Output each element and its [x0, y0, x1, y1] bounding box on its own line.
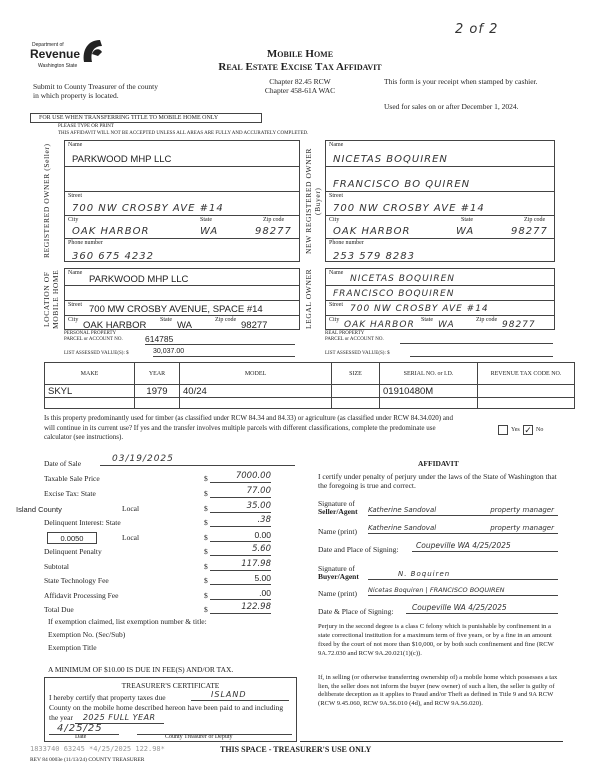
dollar-sign: $	[204, 547, 208, 556]
use-box: FOR USE WHEN TRANSFERRING TITLE TO MOBILE HOME ONLY	[30, 113, 262, 123]
seller-section-label: REGISTERED OWNER (Seller)	[42, 143, 51, 259]
seller-date-place[interactable]: Coupeville WA 4/25/2025	[412, 541, 558, 552]
mobile-home-table	[44, 362, 575, 409]
fee-value[interactable]: 0.00	[210, 530, 271, 542]
treasurer-use-label: THIS SPACE - TREASURER'S USE ONLY	[220, 745, 372, 754]
fee-value[interactable]: .38	[210, 515, 271, 527]
seller-name-print[interactable]: Katherine Sandoval property manager	[368, 523, 558, 534]
please-print: PLEASE TYPE OR PRINT	[58, 124, 114, 129]
legal-section-label: LEGAL OWNER	[304, 268, 313, 330]
location-box: Name PARKWOOD MHP LLC Street 700 MW CROSBY AVENUE, SPACE #14 City State Zip code OAK HARBOR WA 98277	[64, 268, 300, 330]
lien-notice: If, in selling (or otherwise transferring ownership of) a mobile home which possesses a tax lien, the seller does not inform the buyer (new owner) of such a lien, the seller is guilty of deliberate deception as it applies to Fraud and/or Theft as defined in Title 9 and 9A RCW (RCW 9.45.060, RCW 9A.56.010 (4d), and RCW 9A.56.020).	[318, 674, 558, 707]
form-title: Mobile Home Real Estate Excise Tax Affidavit	[218, 48, 382, 73]
personal-parcel-label: PERSONAL PROPERTY PARCEL or ACCOUNT NO.	[64, 331, 123, 342]
fee-row	[44, 501, 299, 515]
fee-row	[44, 588, 299, 602]
fee-value[interactable]: .00	[210, 588, 271, 600]
fee-row	[44, 559, 299, 573]
date-of-sale-label: Date of Sale	[44, 459, 82, 468]
chapters: Chapter 82.45 RCW Chapter 458-61A WAC	[264, 77, 336, 95]
table-row: SKYL 1979 40/24 01910480M	[45, 385, 575, 398]
fee-label: Excise Tax: State	[44, 489, 96, 498]
seller-date-label: Date and Place of Signing:	[318, 545, 399, 554]
fee-label: Affidavit Processing Fee	[44, 591, 119, 600]
dollar-sign: $	[204, 518, 208, 527]
buyer-name-print-label: Name (print)	[318, 589, 357, 598]
fee-value[interactable]: 35.00	[210, 501, 271, 513]
buyer-date-label: Date & Place of Signing:	[318, 607, 394, 616]
affidavit-certify: I certify under penalty of perjury under the laws of the State of Washington that the foregoing is true and correct.	[318, 472, 557, 490]
dollar-sign: $	[204, 504, 208, 513]
legal-name[interactable]: NICETAS BOQUIREN	[350, 274, 456, 284]
legal-zip[interactable]: 98277	[502, 320, 536, 330]
fee-row	[44, 471, 299, 485]
seller-zip[interactable]: 98277	[255, 226, 292, 237]
seller-box: Name PARKWOOD MHP LLC Street 700 NW CROSBY AVE #14 City State Zip code OAK HARBOR WA 98277 Phone number 360 675 4232	[64, 140, 300, 262]
fee-row	[44, 544, 299, 558]
fee-label: Delinquent Interest: State	[44, 518, 121, 527]
fee-label: Subtotal	[44, 562, 70, 571]
submit-text: Submit to County Treasurer of the county in which property is located.	[33, 82, 158, 100]
buyer-state[interactable]: WA	[456, 226, 475, 237]
table-row	[45, 398, 575, 409]
seller-city[interactable]: OAK HARBOR	[72, 226, 150, 237]
buyer-box: Name NICETAS BOQUIREN FRANCISCO BO QUIREN Street 700 NW CROSBY AVE #14 City State Zip code OAK HARBOR WA 98277 Phone number 253 579 8283	[325, 140, 555, 262]
fee-label: Taxable Sale Price	[44, 474, 100, 483]
location-zip[interactable]: 98277	[241, 320, 268, 331]
legal-street[interactable]: 700 NW CROSBY AVE #14	[350, 304, 489, 314]
buyer-zip[interactable]: 98277	[511, 226, 548, 237]
buyer-name2[interactable]: FRANCISCO BO QUIREN	[333, 179, 471, 190]
legal-box: Name NICETAS BOQUIREN FRANCISCO BOQUIREN Street 700 NW CROSBY AVE #14 City State Zip code OAK HARBOR WA 98277	[325, 268, 555, 330]
exemption-title-label: Exemption Title	[48, 643, 97, 652]
real-assessed-value[interactable]	[410, 347, 553, 357]
real-parcel-number[interactable]	[400, 334, 553, 344]
table-header: MAKE YEAR MODEL SIZE SERIAL NO. or I.D. REVENUE TAX CODE NO.	[45, 363, 575, 385]
exemption-number-label: Exemption No. (Sec/Sub)	[48, 630, 126, 639]
fee-value[interactable]: 77.00	[210, 486, 271, 498]
seller-signature[interactable]: Katherine Sandoval property manager	[368, 505, 558, 516]
fee-label: Total Due	[44, 605, 74, 614]
yes-checkbox[interactable]	[498, 425, 508, 435]
legal-state[interactable]: WA	[438, 320, 455, 330]
dollar-sign: $	[204, 562, 208, 571]
treasurer-line2: County on the mobile home described hereon have been paid to and including the year 2025 FULL YEAR	[49, 703, 284, 722]
page-count-note: 2 of 2	[455, 22, 499, 37]
warning: THIS AFFIDAVIT WILL NOT BE ACCEPTED UNLESS ALL AREAS ARE FULLY AND ACCURATELY COMPLETED.	[58, 131, 309, 136]
buyer-city[interactable]: OAK HARBOR	[333, 226, 411, 237]
dor-logo-icon	[80, 38, 104, 64]
buyer-name[interactable]: NICETAS BOQUIREN	[333, 154, 448, 165]
personal-assessed-label: LIST ASSESSED VALUE(S): $	[64, 351, 129, 356]
personal-assessed-value[interactable]: 30,037.00	[153, 347, 295, 357]
dollar-sign: $	[204, 474, 208, 483]
form-revision: REV 84 0003e (11/13/24) COUNTY TREASURER	[30, 757, 145, 763]
minimum-notice: A MINIMUM OF $10.00 IS DUE IN FEE(S) AND/OR TAX.	[48, 665, 234, 674]
fee-value[interactable]: 122.98	[210, 602, 271, 614]
seller-sig-label: Signature of Seller/Agent	[318, 499, 358, 516]
treasurer-date[interactable]: 4/25/25	[57, 723, 103, 734]
seller-street[interactable]: 700 NW CROSBY AVE #14	[72, 203, 224, 214]
real-assessed-label: LIST ASSESSED VALUE(S): $	[325, 351, 390, 356]
fee-row	[44, 530, 299, 544]
seller-phone[interactable]: 360 675 4232	[72, 251, 154, 262]
buyer-sig-label: Signature of Buyer/Agent	[318, 564, 359, 581]
seller-name-print-label: Name (print)	[318, 527, 357, 536]
fee-row	[44, 602, 299, 616]
location-section-label: LOCATION OF MOBILE HOME	[42, 269, 60, 329]
date-of-sale[interactable]: 03/19/2025	[100, 454, 295, 466]
buyer-name-print[interactable]: Nicetas Boquiren | FRANCISCO BOQUIREN	[368, 585, 558, 596]
buyer-phone[interactable]: 253 579 8283	[333, 251, 415, 262]
dollar-sign: $	[204, 489, 208, 498]
rate-box: 0.0050	[47, 532, 97, 544]
location-street[interactable]: 700 MW CROSBY AVENUE, SPACE #14	[89, 304, 263, 315]
dollar-sign: $	[204, 576, 208, 585]
fee-value[interactable]: 7000.00	[210, 471, 271, 483]
fee-label: Local	[122, 533, 140, 542]
perjury-notice: Perjury in the second degree is a class C felony which is punishable by confinement in a state correctional institution for a maximum term of five years, or by a fine in an amount fixed by the court of not more than $10,000, or by both such confinement and fine (RCW 9A.72.030 and RCW 9A.20.021(1)(c)).	[318, 623, 554, 657]
treasurer-county[interactable]: ISLAND	[191, 690, 289, 701]
treasurer-certificate: TREASURER'S CERTIFICATE I hereby certify that property taxes due ISLAND County on the mobile home described hereon have been paid to and including the year 2025 FULL YEAR 4/25/25 Date County Treasurer or Deputy	[44, 677, 297, 742]
fee-label: State Technology Fee	[44, 576, 109, 585]
receipt-text: This form is your receipt when stamped by cashier.	[384, 77, 538, 86]
dollar-sign: $	[204, 533, 208, 542]
seller-name[interactable]: PARKWOOD MHP LLC	[72, 154, 172, 165]
timber-question: Is this property predominantly used for timber (as classified under RCW 84.34 and 84.33) or agriculture (as classified under RCW 84.34.020) and will continue in its current use? If yes and the transfer involves multiple parcels with different classifications, complete the predominate use calculator (see instructions).	[44, 414, 453, 441]
dor-logo: Department of Revenue Washington State	[30, 38, 105, 74]
fee-value[interactable]: 5.00	[210, 573, 271, 585]
used-for-text: Used for sales on or after December 1, 2024.	[384, 102, 519, 111]
no-label: No	[536, 427, 544, 433]
affidavit-title: AFFIDAVIT	[418, 459, 459, 468]
fee-row	[44, 515, 299, 529]
location-name[interactable]: PARKWOOD MHP LLC	[89, 274, 189, 285]
buyer-section-label: NEW REGISTERED OWNER (Buyer)	[304, 147, 322, 255]
legal-name2[interactable]: FRANCISCO BOQUIREN	[333, 289, 455, 299]
fee-label: Local	[122, 504, 140, 513]
buyer-signature[interactable]: N. Boquiren	[368, 569, 558, 580]
buyer-street[interactable]: 700 NW CROSBY AVE #14	[333, 203, 485, 214]
yes-label: Yes	[511, 427, 520, 433]
no-checkbox[interactable]: ✓	[524, 425, 532, 435]
fee-value[interactable]: 117.98	[210, 559, 271, 571]
dollar-sign: $	[204, 605, 208, 614]
buyer-date-place[interactable]: Coupeville WA 4/25/2025	[406, 603, 558, 614]
location-state[interactable]: WA	[177, 320, 192, 331]
seller-state[interactable]: WA	[200, 226, 219, 237]
fee-value[interactable]: 5.60	[210, 544, 271, 556]
divider	[300, 741, 563, 742]
fee-row	[44, 486, 299, 500]
fee-row	[44, 573, 299, 587]
location-city[interactable]: OAK HARBOR	[83, 320, 147, 331]
legal-city[interactable]: OAK HARBOR	[344, 320, 415, 330]
personal-parcel-number[interactable]: 614785	[145, 334, 295, 345]
county-name: Island County	[16, 505, 62, 514]
dollar-sign: $	[204, 591, 208, 600]
fee-label: Delinquent Penalty	[44, 547, 102, 556]
cashier-stamp: 1833740 63245 *4/25/2025 122.98*	[30, 745, 165, 753]
treasurer-year[interactable]: 2025 FULL YEAR	[75, 713, 164, 724]
real-parcel-label: REAL PROPERTY PARCEL or ACCOUNT NO.	[325, 331, 384, 342]
exemption-intro: If exemption claimed, list exemption number & title:	[48, 617, 207, 626]
